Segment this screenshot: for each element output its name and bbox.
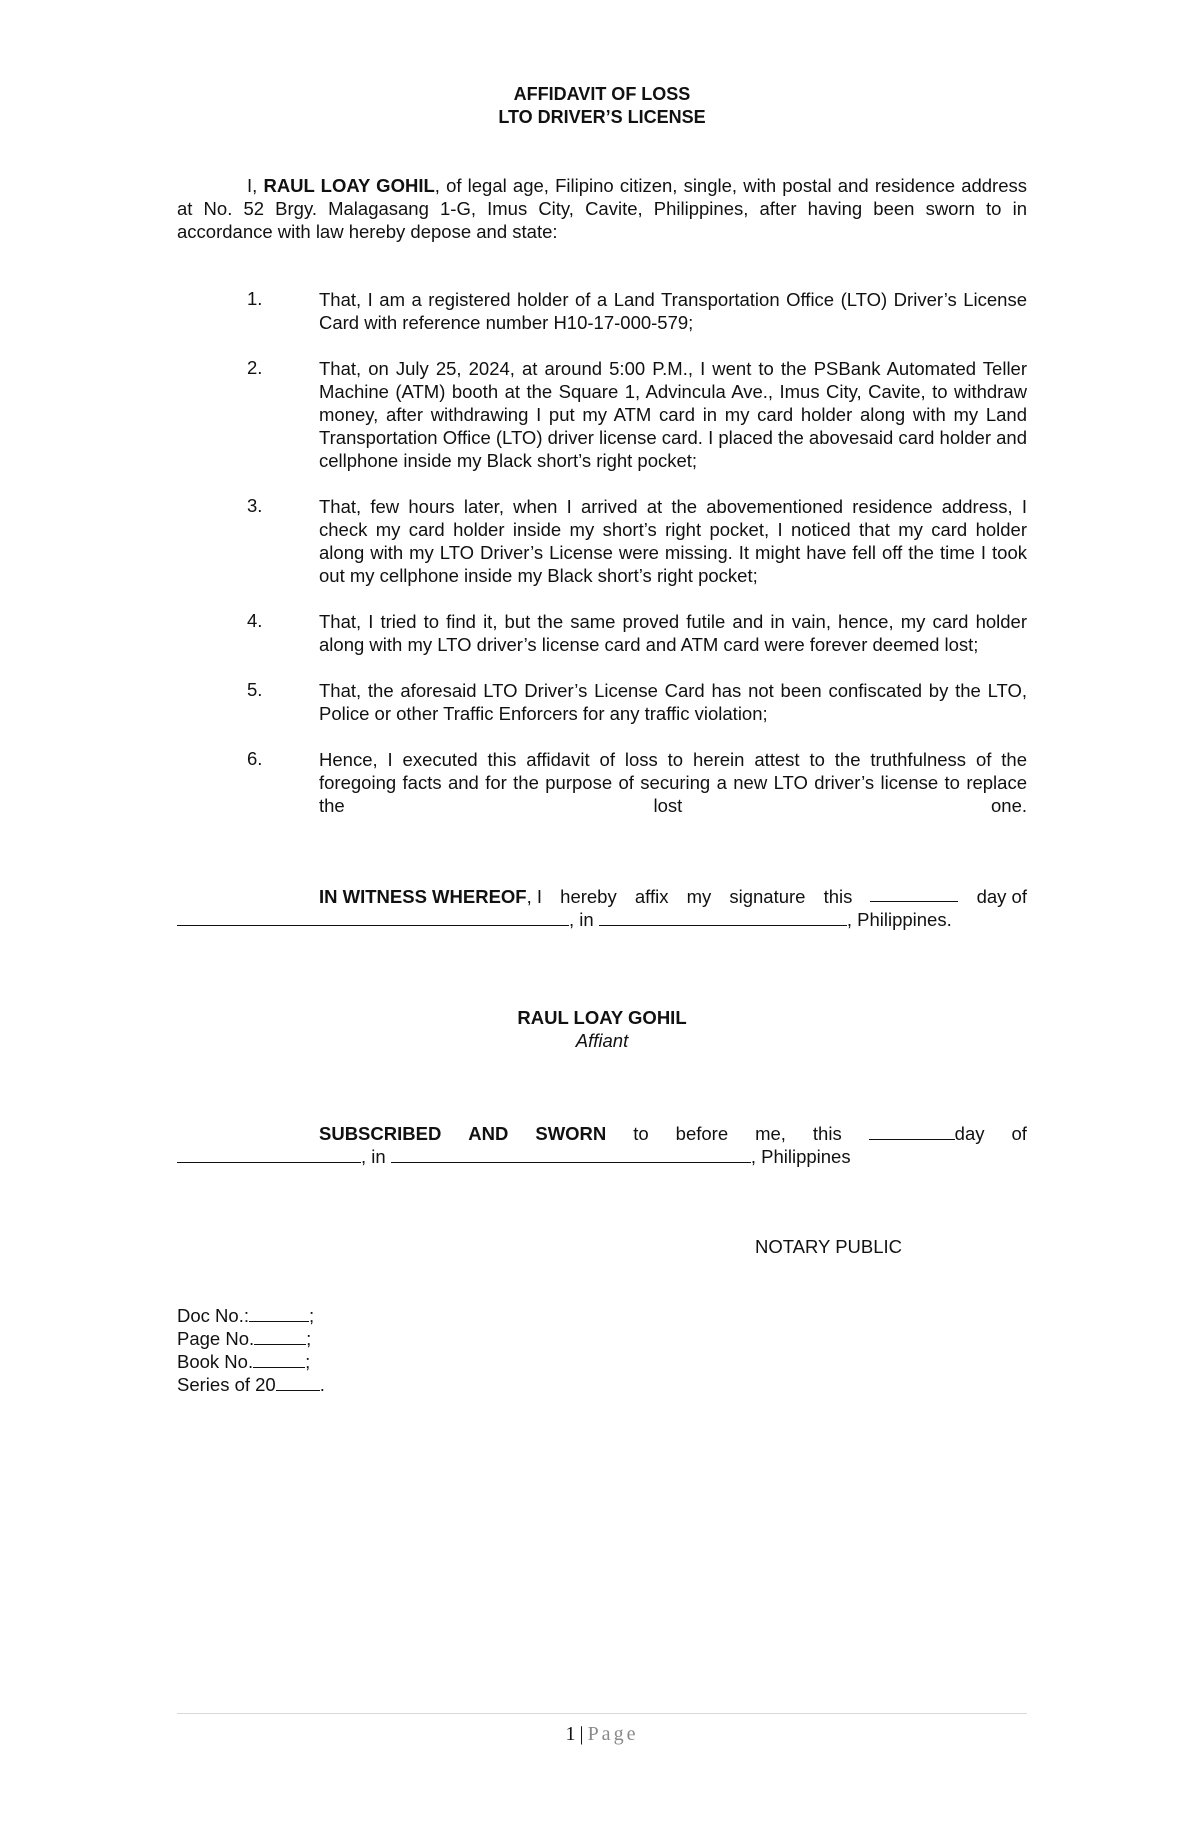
- affiant-name-inline: RAUL LOAY GOHIL: [263, 175, 435, 196]
- witness-day-of: day of: [976, 886, 1027, 907]
- witness-word: affix: [634, 886, 669, 907]
- series-blank[interactable]: [276, 1374, 320, 1391]
- witness-philippines: , Philippines.: [846, 909, 952, 930]
- jurat-clause: [177, 1122, 1027, 1168]
- witness-in: , in: [569, 909, 594, 930]
- witness-word: signature: [729, 886, 806, 907]
- witness-lead: IN WITNESS WHEREOF: [319, 886, 527, 907]
- item-number: 4.: [247, 610, 263, 631]
- series-line: [177, 1373, 325, 1396]
- witness-line-1: [177, 885, 1027, 908]
- jurat-place-blank[interactable]: [391, 1146, 751, 1163]
- item-number: 6.: [247, 748, 263, 769]
- statement-list: [177, 288, 1027, 840]
- semicolon: ;: [306, 1328, 312, 1349]
- doc-no-blank[interactable]: [249, 1305, 309, 1322]
- day-blank[interactable]: [870, 885, 958, 902]
- intro-prefix: I,: [247, 175, 264, 196]
- list-item: [177, 610, 1027, 656]
- list-item: [177, 288, 1027, 334]
- jurat-line-2: [177, 1145, 1027, 1168]
- jurat-lead: SUBSCRIBED: [319, 1123, 442, 1144]
- list-item: [177, 748, 1027, 817]
- item-number: 2.: [247, 357, 263, 378]
- doc-no-label: Doc No.:: [177, 1305, 249, 1326]
- semicolon: ;: [308, 1305, 315, 1326]
- jurat-day-blank[interactable]: [869, 1123, 955, 1140]
- signature-block: [177, 1006, 1027, 1052]
- item-number: 1.: [247, 288, 263, 309]
- page-label: Page: [587, 1723, 639, 1745]
- list-item: [177, 357, 1027, 472]
- place-blank[interactable]: [599, 909, 847, 926]
- item-text: That, the aforesaid LTO Driver’s License Card has not been confiscated by the LTO, Police or other Traffic Enforcers for any traffic violation;: [319, 680, 1027, 724]
- item-text: That, I am a registered holder of a Land Transportation Office (LTO) Driver’s License Card with reference number H10-17-000-579;: [319, 289, 1027, 333]
- period: .: [319, 1374, 325, 1395]
- jurat-line-1: [177, 1122, 1027, 1145]
- book-no-label: Book No.: [177, 1351, 254, 1372]
- notarial-register: [177, 1304, 325, 1396]
- item-text: That, I tried to find it, but the same proved futile and in vain, hence, my card holder along with my LTO driver’s license card and ATM card were forever deemed lost;: [319, 611, 1027, 655]
- doc-no-line: [177, 1304, 325, 1327]
- intro-rest: , of legal age, Filipino citizen, single, with postal and residence address at No. 52 Brgy. Malagasang 1-G, Imus City, Cavite, Philippines, after having been sworn to in accordance with law hereby depose and state:: [177, 175, 1028, 242]
- witness-word: hereby: [560, 886, 617, 907]
- series-label: Series of 20: [177, 1374, 276, 1395]
- jurat-lead: SWORN: [535, 1123, 607, 1144]
- page-no-label: Page No.: [177, 1328, 255, 1349]
- jurat-in: , in: [361, 1146, 386, 1167]
- list-item: [177, 679, 1027, 725]
- witness-clause: [177, 885, 1027, 931]
- item-text: That, on July 25, 2024, at around 5:00 P.M., I went to the PSBank Automated Teller Machine (ATM) booth at the Square 1, Advincula Ave., Imus City, Cavite, to withdraw money, after withdrawing I put my ATM card in my card holder along with my Land Transportation Office (LTO) driver license card. I placed the abovesaid card holder and cellphone inside my Black short’s right pocket;: [319, 358, 1027, 471]
- item-text: That, few hours later, when I arrived at the abovementioned residence address, I check my card holder inside my short’s right pocket, I noticed that my card holder along with my LTO Driver’s License were missing. It might have fell off the time I took out my cellphone inside my Black short’s right pocket;: [319, 496, 1027, 586]
- page-number: 1: [565, 1723, 576, 1745]
- month-blank[interactable]: [177, 909, 569, 926]
- witness-word: my: [686, 886, 712, 907]
- jurat-word: before: [675, 1123, 729, 1144]
- page-footer: [177, 1721, 1027, 1747]
- item-number: 3.: [247, 495, 263, 516]
- footer-divider: [177, 1713, 1027, 1714]
- jurat-word: to: [633, 1123, 649, 1144]
- notary-public-label: NOTARY PUBLIC: [755, 1236, 903, 1257]
- witness-line-2: [177, 908, 1027, 931]
- book-no-line: [177, 1350, 325, 1373]
- witness-word: this: [823, 886, 853, 907]
- title-line-1: AFFIDAVIT OF LOSS: [513, 84, 691, 104]
- title-line-2: LTO DRIVER’S LICENSE: [498, 107, 706, 127]
- jurat-word: this: [812, 1123, 842, 1144]
- document-title: [177, 83, 1027, 129]
- jurat-philippines: , Philippines: [750, 1146, 851, 1167]
- witness-word: , I: [526, 886, 543, 907]
- affiant-name: RAUL LOAY GOHIL: [517, 1007, 687, 1028]
- book-no-blank[interactable]: [253, 1351, 305, 1368]
- intro-paragraph: [177, 174, 1027, 243]
- jurat-day: day: [954, 1123, 985, 1144]
- jurat-lead: AND: [468, 1123, 509, 1144]
- jurat-word: me,: [755, 1123, 786, 1144]
- item-number: 5.: [247, 679, 263, 700]
- semicolon: ;: [305, 1351, 311, 1372]
- jurat-month-blank[interactable]: [177, 1146, 361, 1163]
- footer-separator: |: [579, 1723, 584, 1745]
- item-text: Hence, I executed this affidavit of loss to herein attest to the truthfulness of the foregoing facts and for the purpose of securing a new LTO driver’s license to replace the lost one.: [319, 749, 1027, 816]
- page-no-blank[interactable]: [254, 1328, 306, 1345]
- jurat-of: of: [1011, 1123, 1027, 1144]
- list-item: [177, 495, 1027, 587]
- affiant-label: Affiant: [575, 1030, 629, 1051]
- page-no-line: [177, 1327, 325, 1350]
